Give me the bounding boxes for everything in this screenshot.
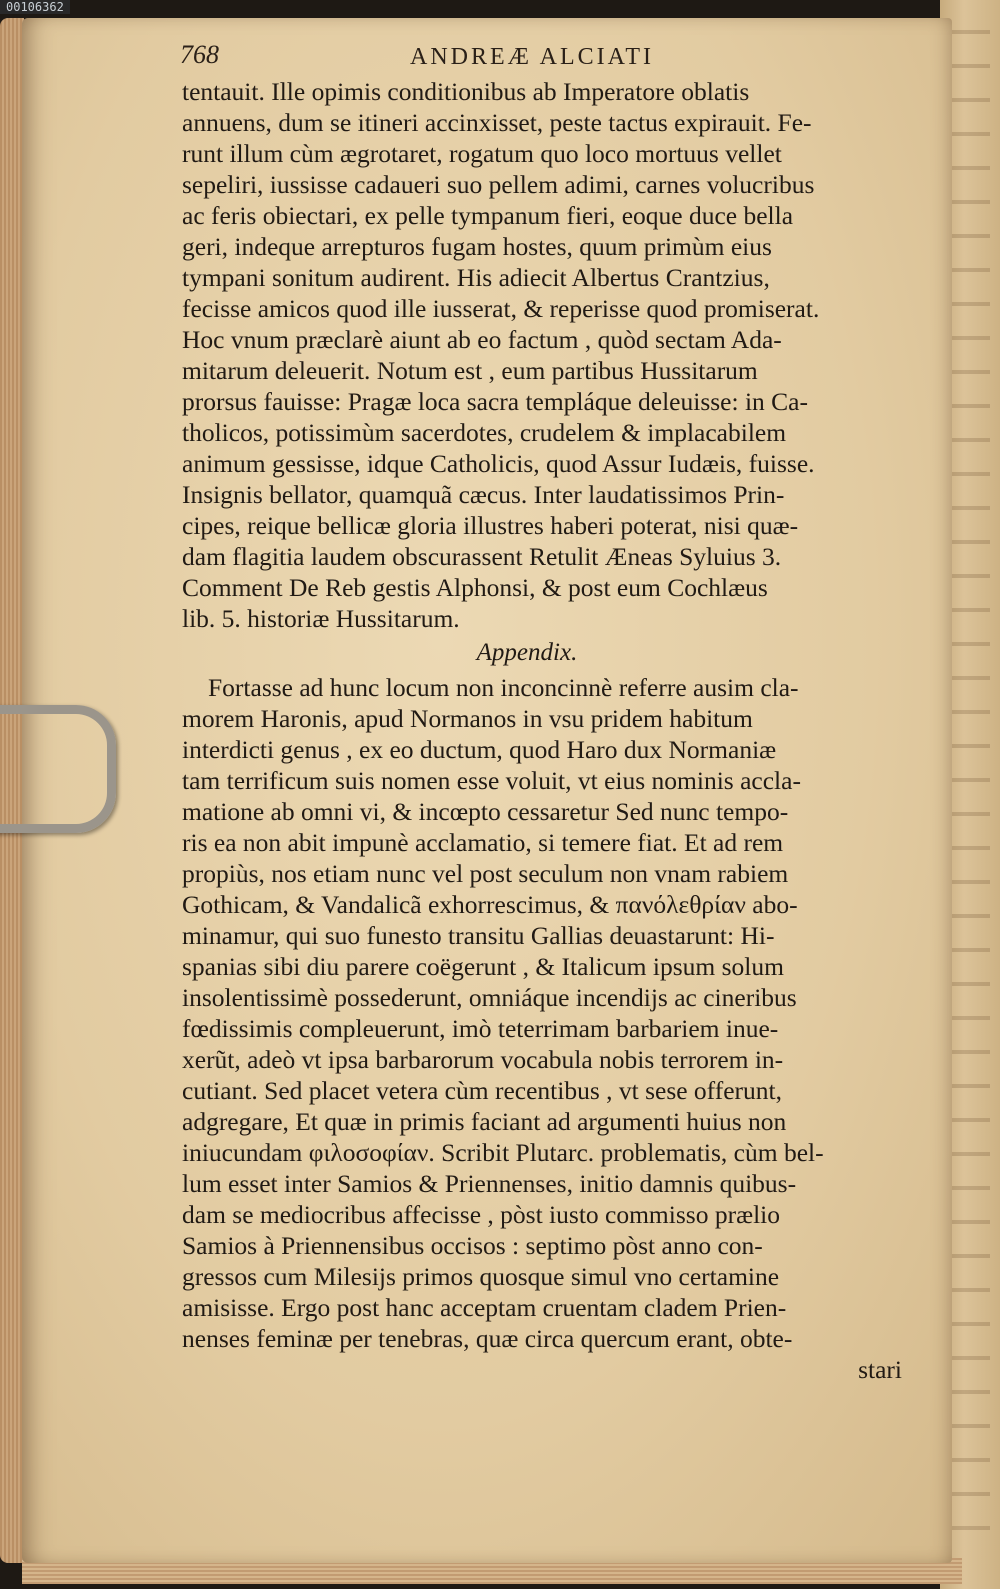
text-line: cutiant. Sed placet vetera cùm recentibus , vt sese offerunt, — [182, 1076, 782, 1105]
text-line: morem Haronis, apud Normanos in vsu pridem habitum — [182, 704, 753, 733]
body-text — [182, 76, 912, 1385]
text-line: tympani sonitum audirent. His adiecit Albertus Crantzius, — [182, 263, 770, 292]
text-line: geri, indeque arrepturos fugam hostes, quum primùm eius — [182, 232, 772, 261]
paragraph-2 — [182, 672, 912, 1354]
text-line: lum esset inter Samios & Priennenses, initio damnis quibus- — [182, 1169, 797, 1198]
text-line: tholicos, potissimùm sacerdotes, crudelem & implacabilem — [182, 418, 787, 447]
text-line: tentauit. Ille opimis conditionibus ab Imperatore oblatis — [182, 77, 750, 106]
text-line: prorsus fauisse: Pragæ loca sacra templáque deleuisse: in Ca- — [182, 387, 808, 416]
text-line: Samios à Priennensibus occisos : septimo pòst anno con- — [182, 1231, 763, 1260]
text-line: Gothicam, & Vandalicã exhorrescimus, & πανόλεθρίαν abo- — [182, 890, 798, 919]
text-line: lib. 5. historiæ Hussitarum. — [182, 604, 460, 633]
paragraph-1 — [182, 76, 912, 634]
text-line: nenses feminæ per tenebras, quæ circa quercum erant, obte- — [182, 1324, 793, 1353]
page-number: 768 — [180, 40, 219, 69]
section-heading: Appendix. — [476, 639, 578, 666]
text-line: spanias sibi diu parere coëgerunt , & Italicum ipsum solum — [182, 952, 784, 981]
text-line: fœdissimis compleuerunt, imò teterrimam barbariem inue- — [182, 1014, 779, 1043]
text-line: interdicti genus , ex eo ductum, quod Haro dux Normaniæ — [182, 735, 777, 764]
text-line: matione ab omni vi, & incœpto cessaretur Sed nunc tempo- — [182, 797, 789, 826]
text-line: ris ea non abit impunè acclamatio, si temere fiat. Et ad rem — [182, 828, 784, 857]
catchword: stari — [858, 1355, 902, 1384]
text-line: mitarum deleuerit. Notum est , eum partibus Hussitarum — [182, 356, 758, 385]
text-line: xerũt, adeò vt ipsa barbarorum vocabula nobis terrorem in- — [182, 1045, 784, 1074]
text-line: fecisse amicos quod ille iusserat, & reperisse quod promiserat. — [182, 294, 820, 323]
text-line: adgregare, Et quæ in primis faciant ad argumenti huius non — [182, 1107, 787, 1136]
facing-page-text-bleed — [946, 30, 990, 1530]
text-line: amisisse. Ergo post hanc acceptam cruentam cladem Prien- — [182, 1293, 787, 1322]
text-line: Fortasse ad hunc locum non inconcinnè referre ausim cla- — [208, 673, 799, 702]
text-line: dam se mediocribus affecisse , pòst iusto commisso prælio — [182, 1200, 780, 1229]
text-line: dam flagitia laudem obscurassent Retulit Æneas Syluius 3. — [182, 542, 782, 571]
text-line: insolentissimè possederunt, omniáque incendijs ac cineribus — [182, 983, 797, 1012]
text-line: iniucundam φιλοσοφίαν. Scribit Plutarc. problematis, cùm bel- — [182, 1138, 824, 1167]
text-line: Insignis bellator, quamquã cæcus. Inter laudatissimos Prin- — [182, 480, 785, 509]
text-line: tam terrificum suis nomen esse voluit, vt eius nominis accla- — [182, 766, 801, 795]
text-line: cipes, reique bellicæ gloria illustres haberi poterat, nisi quæ- — [182, 511, 799, 540]
text-line: propiùs, nos etiam nunc vel post seculum non vnam rabiem — [182, 859, 789, 888]
text-line: sepeliri, iussisse cadaueri suo pellem adimi, carnes volucribus — [182, 170, 815, 199]
text-line: Comment De Reb gestis Alphonsi, & post eum Cochlæus — [182, 573, 768, 602]
running-head: ANDREÆ ALCIATI — [410, 44, 654, 70]
text-line: gressos cum Milesijs primos quosque simul vno certamine — [182, 1262, 780, 1291]
text-line: animum gessisse, idque Catholicis, quod Assur Iudæis, fuisse. — [182, 449, 815, 478]
text-line: ac feris obiectari, ex pelle tympanum fieri, eoque duce bella — [182, 201, 794, 230]
scan-id-label: 00106362 — [0, 0, 70, 14]
page-header — [180, 40, 900, 80]
text-line: annuens, dum se itineri accinxisset, peste tactus expirauit. Fe- — [182, 108, 812, 137]
text-line: minamur, qui suo funesto transitu Gallias deuastarunt: Hi- — [182, 921, 775, 950]
text-line: runt illum cùm ægrotaret, rogatum quo loco mortuus vellet — [182, 139, 782, 168]
page-clip — [0, 705, 116, 833]
text-line: Hoc vnum præclarè aiunt ab eo factum , quòd sectam Ada- — [182, 325, 782, 354]
